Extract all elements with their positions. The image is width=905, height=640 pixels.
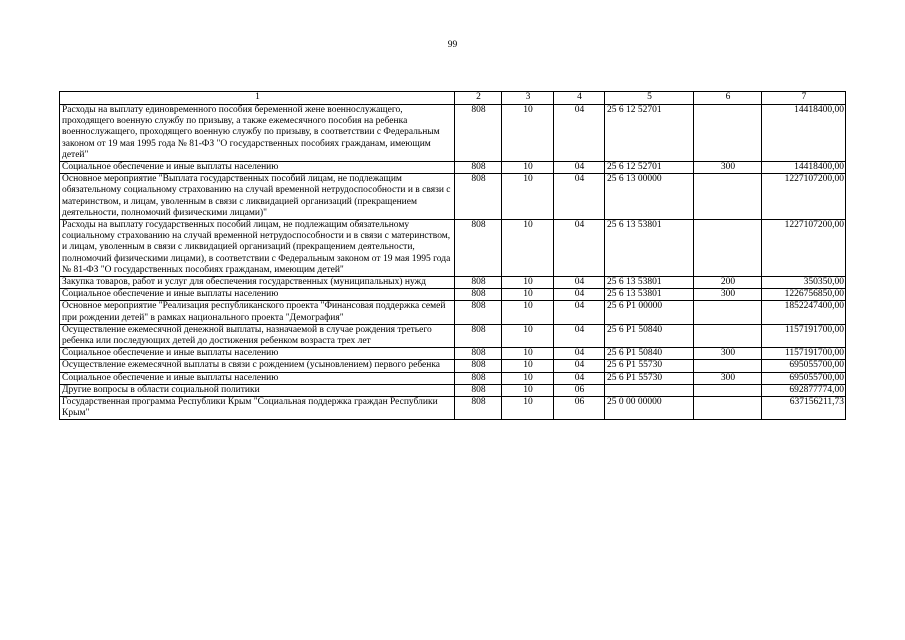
ministry-code: 808: [455, 360, 502, 372]
expense-type-code: [694, 324, 762, 347]
row-name: Осуществление ежемесячной денежной выплаты, назначаемой в случае рождения третьего ребенка или последующих детей до достижения ребенком возраста трех лет: [60, 324, 455, 347]
row-name: Другие вопросы в области социальной политики: [60, 384, 455, 396]
subsection-code: 04: [554, 162, 605, 174]
section-code: 10: [502, 301, 554, 324]
table-row: [60, 384, 846, 396]
section-code: 10: [502, 324, 554, 347]
expense-type-code: 300: [694, 162, 762, 174]
amount: 1227107200,00: [762, 174, 846, 220]
expense-type-code: [694, 174, 762, 220]
row-name: Социальное обеспечение и иные выплаты населению: [60, 162, 455, 174]
budget-table: [59, 91, 846, 420]
table-row: [60, 397, 846, 420]
table-row: [60, 301, 846, 324]
section-code: 10: [502, 372, 554, 384]
ministry-code: 808: [455, 397, 502, 420]
target-article-code: 25 6 13 53801: [605, 289, 694, 301]
table-row: [60, 324, 846, 347]
ministry-code: 808: [455, 384, 502, 396]
subsection-code: 04: [554, 372, 605, 384]
amount: 350350,00: [762, 277, 846, 289]
page-number: 99: [447, 40, 458, 50]
subsection-code: 04: [554, 174, 605, 220]
expense-type-code: 300: [694, 289, 762, 301]
amount: 14418400,00: [762, 162, 846, 174]
subsection-code: 04: [554, 105, 605, 162]
column-header: 3: [502, 92, 554, 105]
row-name: Социальное обеспечение и иные выплаты населению: [60, 348, 455, 360]
section-code: 10: [502, 289, 554, 301]
column-header: 5: [605, 92, 694, 105]
expense-type-code: 300: [694, 348, 762, 360]
section-code: 10: [502, 384, 554, 396]
subsection-code: 04: [554, 324, 605, 347]
table-row: [60, 372, 846, 384]
ministry-code: 808: [455, 162, 502, 174]
ministry-code: 808: [455, 105, 502, 162]
row-name: Социальное обеспечение и иные выплаты населению: [60, 289, 455, 301]
section-code: 10: [502, 220, 554, 277]
table-row: [60, 289, 846, 301]
target-article-code: 25 6 13 53801: [605, 277, 694, 289]
amount: 695055700,00: [762, 372, 846, 384]
table-row: [60, 162, 846, 174]
target-article-code: 25 6 P1 55730: [605, 360, 694, 372]
amount: 1227107200,00: [762, 220, 846, 277]
expense-type-code: [694, 220, 762, 277]
table-row: [60, 360, 846, 372]
amount: 1852247400,00: [762, 301, 846, 324]
subsection-code: 06: [554, 397, 605, 420]
amount: 1226756850,00: [762, 289, 846, 301]
column-header: 1: [60, 92, 455, 105]
section-code: 10: [502, 348, 554, 360]
section-code: 10: [502, 105, 554, 162]
subsection-code: 06: [554, 384, 605, 396]
target-article-code: 25 6 12 52701: [605, 162, 694, 174]
expense-type-code: [694, 105, 762, 162]
table-row: [60, 174, 846, 220]
subsection-code: 04: [554, 277, 605, 289]
ministry-code: 808: [455, 301, 502, 324]
subsection-code: 04: [554, 301, 605, 324]
budget-table-body: [60, 105, 846, 420]
section-code: 10: [502, 397, 554, 420]
table-row: [60, 105, 846, 162]
expense-type-code: [694, 397, 762, 420]
target-article-code: 25 0 00 00000: [605, 397, 694, 420]
section-code: 10: [502, 277, 554, 289]
row-name: Социальное обеспечение и иные выплаты населению: [60, 372, 455, 384]
ministry-code: 808: [455, 372, 502, 384]
ministry-code: 808: [455, 289, 502, 301]
column-header: 2: [455, 92, 502, 105]
subsection-code: 04: [554, 289, 605, 301]
row-name: Основное мероприятие "Выплата государственных пособий лицам, не подлежащим обязательному социальному страхованию на случай временной нетрудоспособности и в связи с материнством, и лицам, уволенным в связи с ликвидацией организаций (прекращением деятельности, полномочий физическими лицами)": [60, 174, 455, 220]
row-name: Государственная программа Республики Крым "Социальная поддержка граждан Республики Крым": [60, 397, 455, 420]
row-name: Расходы на выплату государственных пособий лицам, не подлежащим обязательному социальному страхованию на случай временной нетрудоспособности и в связи с материнством, и лицам, уволенным в связи с ликвидацией организаций (прекращением деятельности, полномочий физическими лицами), в соответствии с Федеральным законом от 19 мая 1995 года № 81-ФЗ "О государственных пособиях гражданам, имеющим детей": [60, 220, 455, 277]
target-article-code: [605, 384, 694, 396]
expense-type-code: 200: [694, 277, 762, 289]
amount: 637156211,73: [762, 397, 846, 420]
amount: 1157191700,00: [762, 324, 846, 347]
section-code: 10: [502, 162, 554, 174]
target-article-code: 25 6 13 00000: [605, 174, 694, 220]
expense-type-code: [694, 360, 762, 372]
row-name: Расходы на выплату единовременного пособия беременной жене военнослужащего, проходящего военную службу по призыву, а также ежемесячного пособия на ребенка военнослужащего, проходящего военную службу по призыву, в соответствии с Федеральным законом от 19 мая 1995 года № 81-ФЗ "О государственных пособиях гражданам, имеющим детей": [60, 105, 455, 162]
row-name: Осуществление ежемесячной выплаты в связи с рождением (усыновлением) первого ребенка: [60, 360, 455, 372]
target-article-code: 25 6 12 52701: [605, 105, 694, 162]
column-number-row: [60, 92, 846, 105]
expense-type-code: 300: [694, 372, 762, 384]
ministry-code: 808: [455, 174, 502, 220]
column-header: 7: [762, 92, 846, 105]
expense-type-code: [694, 301, 762, 324]
amount: 695055700,00: [762, 360, 846, 372]
target-article-code: 25 6 P1 50840: [605, 324, 694, 347]
section-code: 10: [502, 360, 554, 372]
target-article-code: 25 6 P1 00000: [605, 301, 694, 324]
subsection-code: 04: [554, 220, 605, 277]
column-header: 4: [554, 92, 605, 105]
column-header: 6: [694, 92, 762, 105]
target-article-code: 25 6 13 53801: [605, 220, 694, 277]
ministry-code: 808: [455, 324, 502, 347]
amount: 1157191700,00: [762, 348, 846, 360]
table-row: [60, 348, 846, 360]
expense-type-code: [694, 384, 762, 396]
table-row: [60, 277, 846, 289]
ministry-code: 808: [455, 220, 502, 277]
table-row: [60, 220, 846, 277]
subsection-code: 04: [554, 360, 605, 372]
row-name: Закупка товаров, работ и услуг для обеспечения государственных (муниципальных) нужд: [60, 277, 455, 289]
target-article-code: 25 6 P1 50840: [605, 348, 694, 360]
row-name: Основное мероприятие "Реализация республиканского проекта "Финансовая поддержка семей при рождении детей" в рамках национального проекта "Демография": [60, 301, 455, 324]
amount: 14418400,00: [762, 105, 846, 162]
ministry-code: 808: [455, 348, 502, 360]
ministry-code: 808: [455, 277, 502, 289]
amount: 692877774,00: [762, 384, 846, 396]
section-code: 10: [502, 174, 554, 220]
subsection-code: 04: [554, 348, 605, 360]
target-article-code: 25 6 P1 55730: [605, 372, 694, 384]
